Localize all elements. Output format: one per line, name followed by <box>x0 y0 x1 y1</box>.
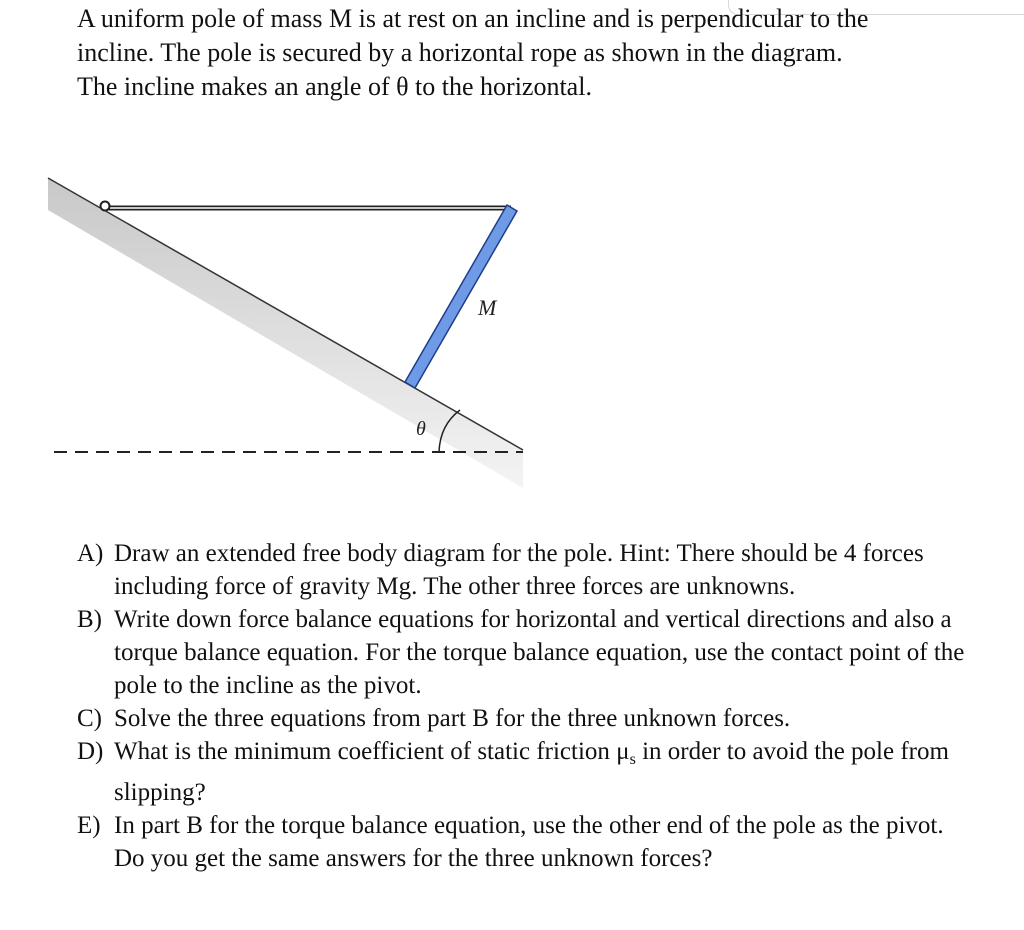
part-e <box>77 809 977 875</box>
part-text: Write down force balance equations for horizontal and vertical directions and also a torque balance equation. For the torque balance equation, use the contact point of the pole to the incline as the pivot. <box>114 606 965 699</box>
incline-pole-diagram <box>40 170 540 500</box>
part-letter: B) <box>77 606 102 633</box>
part-a <box>77 537 977 603</box>
part-letter: D) <box>77 738 104 765</box>
angle-label: θ <box>416 418 426 440</box>
part-text: Draw an extended free body diagram for the pole. Hint: There should be 4 forces including force of gravity Mg. The other three forces are unknowns. <box>114 540 924 600</box>
rope-anchor-icon <box>101 202 110 211</box>
part-text: In part B for the torque balance equation, use the other end of the pole as the pivot. Do you get the same answers for the three unknown forces? <box>114 812 944 872</box>
intro-line: incline. The pole is secured by a horizontal rope as shown in the diagram. <box>77 38 843 67</box>
question-parts <box>77 537 977 875</box>
pole <box>405 205 517 388</box>
mu-subscript: s <box>629 751 636 768</box>
part-text-after: in order to avoid the pole from slipping? <box>114 738 949 806</box>
part-letter: C) <box>77 705 102 732</box>
intro-line: The incline makes an angle of θ to the horizontal. <box>77 72 592 101</box>
incline-shade <box>48 178 523 488</box>
mass-label: M <box>478 295 497 320</box>
part-d <box>77 735 977 809</box>
part-letter: A) <box>77 540 104 567</box>
part-c <box>77 702 977 735</box>
intro-line: A uniform pole of mass M is at rest on an incline and is perpendicular to the <box>77 4 869 33</box>
part-text-before: What is the minimum coefficient of static friction μ <box>114 738 630 765</box>
part-letter: E) <box>77 812 101 839</box>
part-text: Solve the three equations from part B for the three unknown forces. <box>114 705 791 732</box>
part-text <box>114 735 977 809</box>
problem-statement <box>77 2 977 104</box>
part-b <box>77 603 977 702</box>
